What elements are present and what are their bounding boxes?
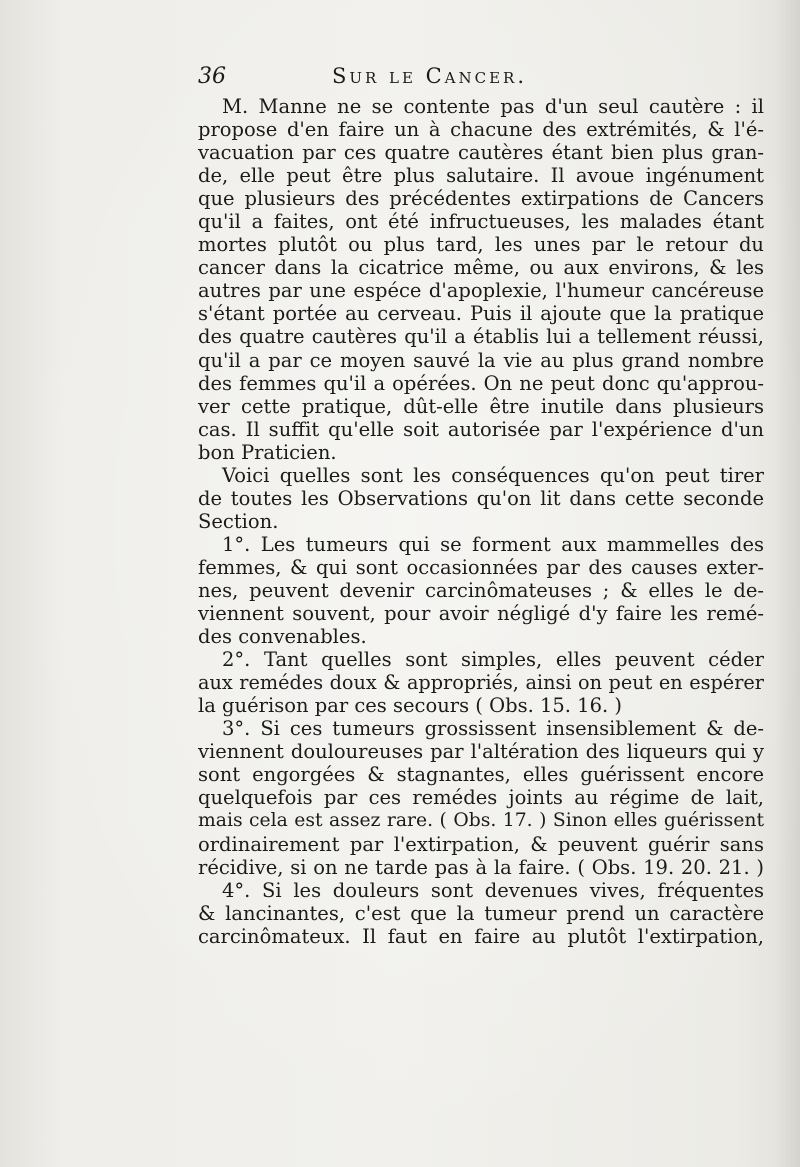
text-line: quelquefois par ces remédes joints au régime de lait, <box>198 786 764 810</box>
text-line: 4°. Si les douleurs sont devenues vives, fréquentes <box>222 878 764 902</box>
text-line: bon Praticien. <box>198 440 337 464</box>
page-number: 36 <box>198 64 226 89</box>
running-head: Sur le Cancer. <box>332 64 528 88</box>
text-line: carcinômateux. Il faut en faire au plutôt l'extirpation, <box>198 924 764 948</box>
text-line: ver cette pratique, dût-elle être inutile dans plusieurs <box>198 394 764 418</box>
text-line: autres par une espéce d'apoplexie, l'humeur cancéreuse <box>198 279 764 303</box>
text-line: ordinairement par l'extirpation, & peuvent guérir sans <box>198 832 764 856</box>
page-header <box>0 64 800 98</box>
text-line: mais cela est assez rare. ( Obs. 17. ) Sinon elles guérissent <box>198 810 764 832</box>
text-line: sont engorgées & stagnantes, elles guérissent encore <box>198 763 764 787</box>
text-line: nes, peuvent devenir carcinômateuses ; & elles le de- <box>198 578 764 602</box>
text-line: propose d'en faire un à chacune des extrémités, & l'é- <box>198 118 764 142</box>
text-line: de toutes les Observations qu'on lit dans cette seconde <box>198 486 764 510</box>
text-line: cancer dans la cicatrice même, ou aux environs, & les <box>198 256 764 280</box>
page-edge-shadow <box>774 0 800 1167</box>
text-line: que plusieurs des précédentes extirpations de Cancers <box>198 187 764 211</box>
body-text <box>198 95 764 948</box>
text-line: des convenables. <box>198 625 367 649</box>
text-line: viennent souvent, pour avoir négligé d'y faire les remé- <box>198 602 764 626</box>
text-line: récidive, si on ne tarde pas à la faire. ( Obs. 19. 20. 21. ) <box>198 855 764 879</box>
text-line: aux remédes doux & appropriés, ainsi on peut en espérer <box>198 671 764 695</box>
text-line: des quatre cautères qu'il a établis lui a tellement réussi, <box>198 325 764 349</box>
text-line: la guérison par ces secours ( Obs. 15. 16. ) <box>198 694 623 718</box>
text-line: cas. Il suffit qu'elle soit autorisée par l'expérience d'un <box>198 417 764 441</box>
text-line: 1°. Les tumeurs qui se forment aux mammelles des <box>222 532 764 556</box>
text-line: 3°. Si ces tumeurs grossissent insensiblement & de- <box>222 717 764 741</box>
text-line: M. Manne ne se contente pas d'un seul cautère : il <box>222 95 764 118</box>
text-line: de, elle peut être plus salutaire. Il avoue ingénument <box>198 164 764 188</box>
text-line: viennent douloureuses par l'altération des liqueurs qui y <box>198 740 764 764</box>
text-line: Voici quelles sont les conséquences qu'on peut tirer <box>222 463 764 487</box>
text-line: qu'il a par ce moyen sauvé la vie au plus grand nombre <box>198 348 764 372</box>
text-line: mortes plutôt ou plus tard, les unes par le retour du <box>198 233 764 257</box>
text-line: femmes, & qui sont occasionnées par des causes exter- <box>198 555 764 579</box>
text-line: qu'il a faites, ont été infructueuses, les malades étant <box>198 210 764 234</box>
text-line: s'étant portée au cerveau. Puis il ajoute que la pratique <box>198 302 764 326</box>
text-line: Section. <box>198 509 279 533</box>
text-line: 2°. Tant quelles sont simples, elles peuvent céder <box>222 648 764 672</box>
text-line: des femmes qu'il a opérées. On ne peut donc qu'approu- <box>198 371 764 395</box>
text-line: & lancinantes, c'est que la tumeur prend un caractère <box>198 901 764 925</box>
text-line: vacuation par ces quatre cautères étant bien plus gran- <box>198 141 764 165</box>
